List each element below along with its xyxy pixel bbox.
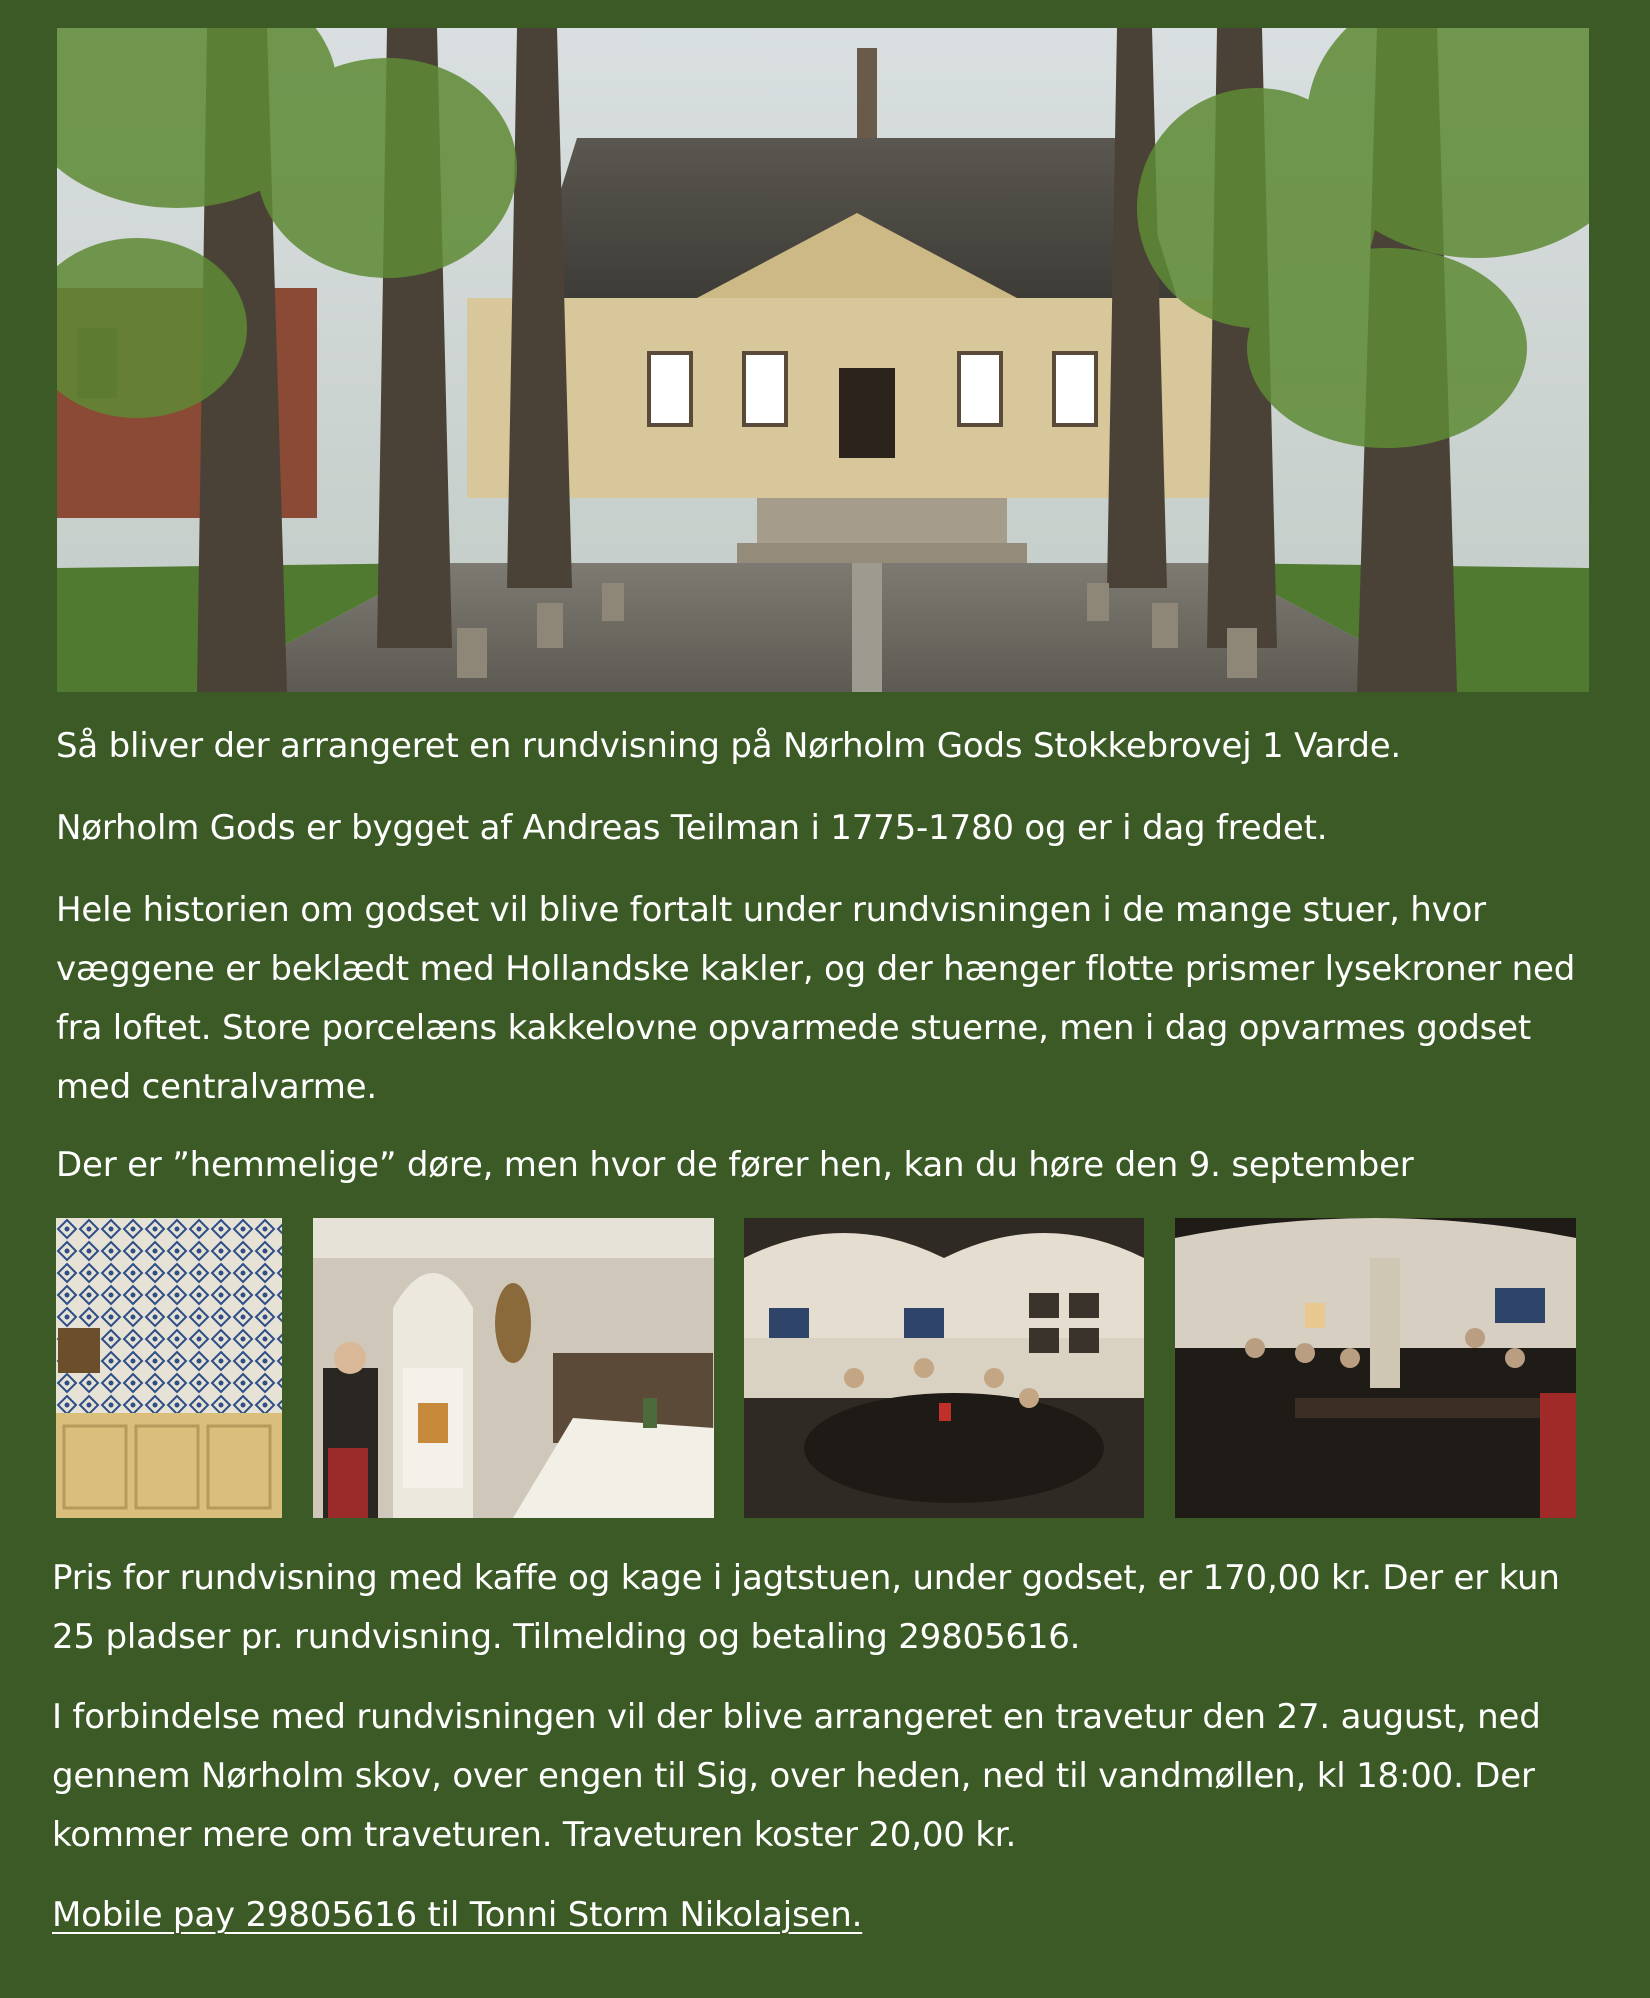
manor-house-photo <box>57 28 1589 692</box>
walk-paragraph: I forbindelse med rundvisningen vil der blive arrangeret en travetur den 27. august, ned gennem Nørholm skov, over engen til Sig, over heden, ned til vandmøllen, kl 18:00. Der kommer mere om traveturen. Traveturen koster 20,00 kr. <box>52 1697 1541 1855</box>
secret-doors-paragraph: Der er ”hemmelige” døre, men hvor de fører hen, kan du høre den 9. september <box>56 1145 1414 1185</box>
mobile-pay-link[interactable]: Mobile pay 29805616 til Tonni Storm Nikolajsen. <box>52 1895 863 1935</box>
vaulted-cellar-photo <box>744 1218 1144 1518</box>
intro-paragraph: Så bliver der arrangeret en rundvisning på Nørholm Gods Stokkebrovej 1 Varde. <box>56 726 1402 766</box>
tiled-wall-photo <box>56 1218 282 1518</box>
dining-room-stove-photo <box>313 1218 714 1518</box>
history-paragraph: Hele historien om godset vil blive fortalt under rundvisningen i de mange stuer, hvor væggene er beklædt med Hollandske kakler, og der hænger flotte prismer lysekroner ned fra loftet. Store porcelæns kakkelovne opvarmede stuerne, men i dag opvarmes godset med centralvarme. <box>56 890 1576 1107</box>
built-paragraph: Nørholm Gods er bygget af Andreas Teilman i 1775-1780 og er i dag fredet. <box>56 808 1328 848</box>
price-paragraph: Pris for rundvisning med kaffe og kage i jagtstuen, under godset, er 170,00 kr. Der er kun 25 pladser pr. rundvisning. Tilmelding og betaling 29805616. <box>52 1558 1560 1657</box>
hunting-room-gathering-photo <box>1175 1218 1576 1518</box>
